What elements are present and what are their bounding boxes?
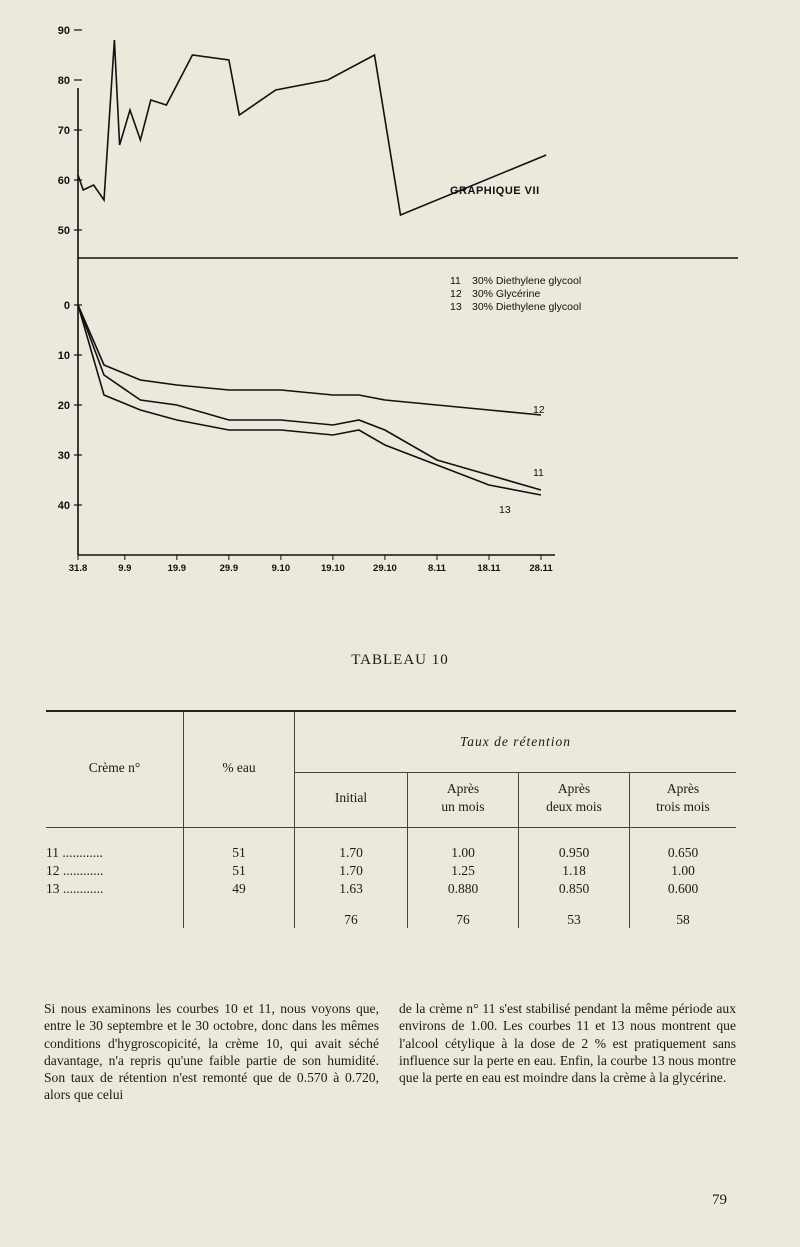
header-m2: Après deux mois: [519, 773, 630, 824]
curve-label-11: 11: [533, 467, 544, 479]
legend-number: 12: [450, 288, 462, 300]
x-tick-label: 31.8: [68, 563, 88, 574]
curve-13: [78, 305, 541, 495]
legend: [450, 275, 581, 313]
legend-label: 30% Diethylene glycool: [472, 301, 582, 313]
header-m1: Après un mois: [408, 773, 519, 824]
header-initial: Initial: [295, 773, 408, 824]
retention-table: [46, 710, 736, 944]
x-tick-label: 28.11: [529, 563, 553, 574]
table-row: 12 ............ 51 1.70 1.25 1.18 1.00: [46, 863, 695, 878]
header-creme: Crème n°: [46, 711, 184, 823]
y-tick-label: 90: [57, 25, 70, 37]
curve-label-12: 12: [533, 404, 545, 416]
chart-title: GRAPHIQUE VII: [450, 185, 540, 197]
header-m3: Après trois mois: [656, 781, 710, 814]
x-tick-label: 29.10: [373, 563, 397, 574]
curve-11: [78, 305, 541, 490]
page-number: 79: [712, 1192, 727, 1208]
y-tick-label: 30: [57, 450, 70, 462]
x-tick-label: 19.10: [321, 563, 345, 574]
body-text-right: de la crème n° 11 s'est stabilisé pendant la même période aux environs de 1.00. Les courbes 11 et 13 nous montrent que l'alcool cétylique à la dose de 2 % est pratiquement sans influence sur la perte en eau. Enfin, la courbe 13 nous montre que la perte en eau est moindre dans la crème à la glycérine.: [399, 1001, 736, 1086]
legend-number: 13: [450, 301, 462, 313]
curve-12: [78, 305, 541, 415]
table-row: 13 ............ 49 1.63 0.880 0.850 0.600: [46, 881, 699, 896]
curve-label-13: 13: [499, 504, 511, 516]
x-tick-label: 9.9: [118, 563, 132, 574]
x-tick-label: 8.11: [427, 563, 446, 574]
table-caption: TABLEAU 10: [351, 652, 449, 668]
legend-label: 30% Glycérine: [472, 288, 541, 300]
y-tick-label: 80: [57, 75, 70, 87]
body-text-left: Si nous examinons les courbes 10 et 11, nous voyons que, entre le 30 septembre et le 30 octobre, donc dans les mêmes conditions d'hygroscopicité, la crème 10, qui avait séché davantage, n'a repris qu'une faible partie de son humidité. Son taux de rétention n'est remonté que de 0.570 à 0.720, alors que celui: [44, 1001, 379, 1103]
x-tick-label: 9.10: [271, 563, 291, 574]
table-row: 11 ............ 51 1.70 1.00 0.950 0.650: [46, 845, 699, 860]
graph-vii: [0, 0, 800, 600]
chart-axes: [78, 88, 738, 555]
table-footer-row: 76 76 53 58: [46, 898, 736, 928]
x-tick-label: 19.9: [167, 563, 187, 574]
header-eau: % eau: [184, 711, 295, 823]
y-tick-label: 70: [57, 125, 70, 137]
y-tick-label: 50: [57, 225, 70, 237]
header-taux: Taux de rétention: [295, 711, 737, 773]
legend-number: 11: [450, 275, 461, 287]
legend-label: 30% Diethylene glycool: [472, 275, 582, 287]
y-tick-label: 40: [57, 500, 70, 512]
x-tick-label: 18.11: [477, 563, 501, 574]
x-tick-label: 29.9: [219, 563, 239, 574]
y-tick-label: 10: [57, 350, 70, 362]
y-tick-label: 60: [57, 175, 70, 187]
y-tick-label: 0: [63, 300, 70, 312]
y-tick-label: 20: [57, 400, 70, 412]
